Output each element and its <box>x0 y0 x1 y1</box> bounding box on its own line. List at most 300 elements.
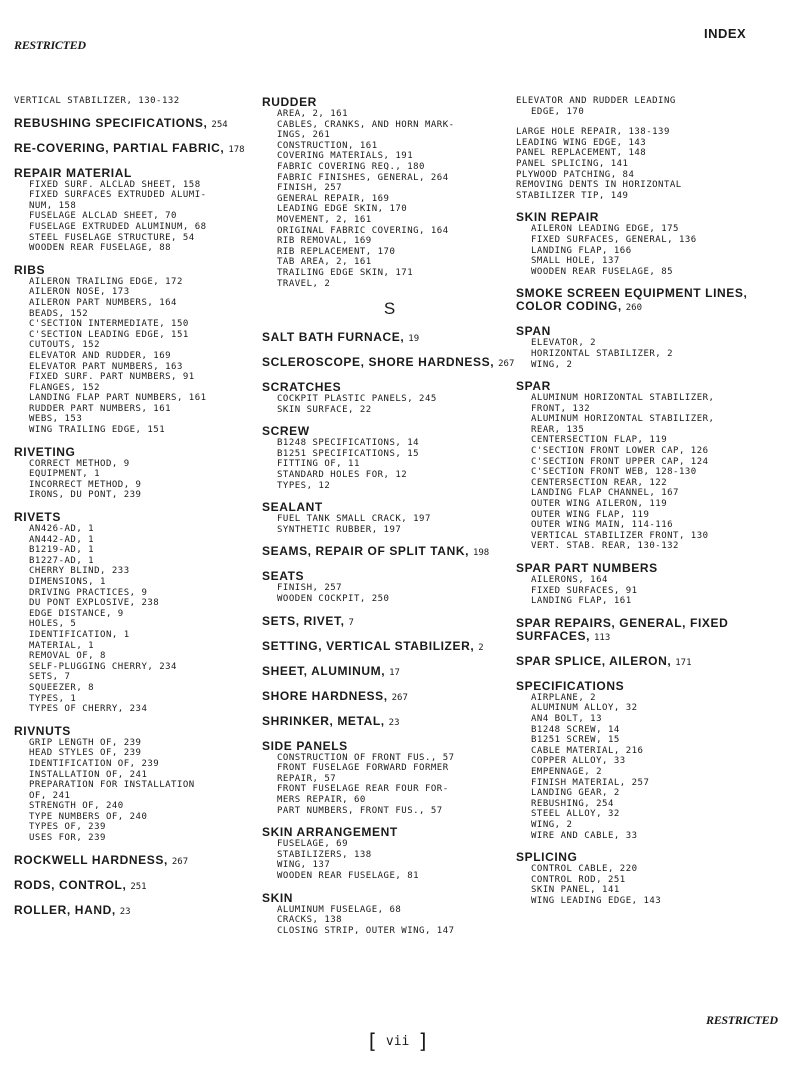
entry-heading-text-cont: COLOR CODING, <box>516 299 622 314</box>
index-entry <box>262 501 517 535</box>
subentry: COVERING MATERIALS, 191 <box>277 151 414 162</box>
subentry: TAB AREA, 2, 161 <box>277 257 372 268</box>
entry-heading-text: REBUSHING SPECIFICATIONS, <box>14 115 208 130</box>
entry-heading <box>14 904 250 919</box>
subentry-list <box>262 905 517 937</box>
entry-heading <box>14 511 250 524</box>
subentry: WING TRAILING EDGE, 151 <box>29 425 166 436</box>
subentry: RIB REMOVAL, 169 <box>277 236 372 247</box>
subentry: CENTERSECTION REAR, 122 <box>531 477 668 488</box>
subentry: PART NUMBERS, FRONT FUS., 57 <box>277 805 443 816</box>
entry-heading <box>14 264 250 277</box>
entry-heading-text: SCLEROSCOPE, SHORE HARDNESS, <box>262 355 495 370</box>
index-entry <box>262 96 517 289</box>
index-entry <box>516 617 796 645</box>
subentry: STABILIZERS, 138 <box>277 849 372 860</box>
subentry: AILERONS, 164 <box>531 575 608 585</box>
subentry: WIRE AND CABLE, 33 <box>531 830 638 841</box>
subentry: LANDING FLAP, 166 <box>531 245 632 256</box>
index-entry <box>516 680 796 841</box>
entry-heading <box>14 854 250 869</box>
entry-page-number: 267 <box>498 359 515 370</box>
subentry: EDGE, 170 <box>531 106 585 117</box>
subentry: IDENTIFICATION OF, 239 <box>29 758 160 769</box>
subentry: MATERIAL, 1 <box>29 640 95 651</box>
entry-heading <box>516 211 796 224</box>
subentry-list <box>262 839 517 881</box>
section-letter: S <box>383 299 396 319</box>
subentry: AN4 BOLT, 13 <box>531 713 603 724</box>
subentry: WOODEN COCKPIT, 250 <box>277 594 390 605</box>
subentry: AILERON LEADING EDGE, 175 <box>531 224 679 235</box>
entry-heading-text: RUDDER <box>262 95 317 109</box>
index-entry <box>516 851 796 906</box>
subentry: C'SECTION INTERMEDIATE, 150 <box>29 319 189 330</box>
entry-heading-text: SCRATCHES <box>262 380 342 395</box>
entry-heading-text: ROCKWELL HARDNESS, <box>14 852 168 867</box>
entry-heading-text-cont: SURFACES, <box>516 628 591 643</box>
entry-page-number: 267 <box>171 856 189 867</box>
subentry: FIXED SURFACES, GENERAL, 136 <box>531 234 697 245</box>
entry-heading-text: SMOKE SCREEN EQUIPMENT LINES, <box>516 286 748 301</box>
entry-heading <box>14 117 250 132</box>
subentry-list <box>516 393 796 552</box>
entry-heading <box>262 570 517 583</box>
subentry: SYNTHETIC RUBBER, 197 <box>277 524 402 535</box>
subentry: LEADING EDGE SKIN, 170 <box>277 204 408 215</box>
subentry: STABILIZER TIP, 149 <box>516 190 629 201</box>
entry-heading <box>516 325 796 338</box>
subentry-list <box>516 864 796 906</box>
index-entry <box>262 892 517 937</box>
page-title: INDEX <box>704 26 747 41</box>
subentry: DRIVING PRACTICES, 9 <box>29 587 148 598</box>
subentry: VERTICAL STABILIZER FRONT, 130 <box>531 530 709 541</box>
subentry: ALUMINUM HORIZONTAL STABILIZER, <box>531 393 715 404</box>
subentry: CONSTRUCTION, 161 <box>277 140 378 151</box>
entry-heading <box>262 331 517 346</box>
index-entry <box>14 117 250 132</box>
entry-heading <box>262 826 517 839</box>
index-entry <box>14 96 250 107</box>
subentry-list <box>262 753 517 817</box>
subentry: INCORRECT METHOD, 9 <box>29 479 142 490</box>
subentry: ALUMINUM HORIZONTAL STABILIZER, <box>531 414 715 425</box>
index-column-3 <box>516 96 796 916</box>
entry-page-number: 113 <box>594 632 611 643</box>
subentry: LANDING FLAP PART NUMBERS, 161 <box>29 393 207 404</box>
subentry: FITTING OF, 11 <box>277 459 360 470</box>
subentry: WING, 137 <box>277 860 331 871</box>
subentry: FUEL TANK SMALL CRACK, 197 <box>277 514 431 525</box>
subentry: ELEVATOR, 2 <box>531 338 597 349</box>
restricted-marking-top: RESTRICTED <box>14 38 86 52</box>
entry-heading <box>516 655 796 670</box>
subentry: TYPE NUMBERS OF, 240 <box>29 811 148 822</box>
page-number-text: vii <box>385 1034 410 1049</box>
entry-heading-text: LARGE HOLE REPAIR, 138-139 <box>516 127 670 138</box>
entry-heading-text: SETTING, VERTICAL STABILIZER, <box>262 638 475 653</box>
subentry: CENTERSECTION FLAP, 119 <box>531 435 668 446</box>
subentry-list <box>262 394 517 415</box>
entry-page-number: 267 <box>391 692 408 703</box>
entry-page-number: 171 <box>675 657 692 668</box>
subentry: GENERAL REPAIR, 169 <box>277 193 390 204</box>
entry-heading <box>262 740 517 753</box>
subentry: CRACKS, 138 <box>277 915 343 926</box>
subentry: B1248 SPECIFICATIONS, 14 <box>277 438 420 449</box>
subentry: CONTROL ROD, 251 <box>531 874 626 885</box>
subentry: REMOVAL OF, 8 <box>29 651 106 662</box>
index-entry <box>262 545 517 560</box>
subentry: OUTER WING AILERON, 119 <box>531 499 668 510</box>
entry-heading-text: SCREW <box>262 424 310 439</box>
entry-heading <box>516 127 796 138</box>
entry-heading <box>14 879 250 894</box>
subentry: SETS, 7 <box>29 672 71 683</box>
subentry: TYPES OF CHERRY, 234 <box>29 704 148 715</box>
subentry-list <box>262 438 517 491</box>
subentry: CONTROL CABLE, 220 <box>531 864 638 875</box>
entry-heading <box>262 690 517 705</box>
subentry: WOODEN REAR FUSELAGE, 88 <box>29 243 172 254</box>
index-entry <box>516 127 796 201</box>
subentry: CLOSING STRIP, OUTER WING, 147 <box>277 925 455 936</box>
entry-heading <box>516 680 796 693</box>
subentry: B1251 SCREW, 15 <box>531 735 620 746</box>
subentry: INGS, 261 <box>277 130 331 141</box>
index-entry <box>516 96 796 117</box>
entry-heading <box>262 715 517 730</box>
index-entry <box>262 570 517 604</box>
subentry: GRIP LENGTH OF, 239 <box>29 737 142 748</box>
subentry: CABLE MATERIAL, 216 <box>531 745 644 756</box>
entry-heading-text: SHRINKER, METAL, <box>262 713 385 728</box>
index-entry <box>516 325 796 370</box>
entry-heading-text: ROLLER, HAND, <box>14 902 116 917</box>
entry-heading-text: SPECIFICATIONS <box>516 678 625 693</box>
entry-heading-text: SHORE HARDNESS, <box>262 688 388 703</box>
index-entry <box>262 715 517 730</box>
subentry: FINISH, 257 <box>277 183 343 194</box>
entry-heading-text: SPAR PART NUMBERS <box>516 561 658 575</box>
index-entry <box>14 904 250 919</box>
entry-heading <box>14 446 250 459</box>
entry-heading-text: RE-COVERING, PARTIAL FABRIC, <box>14 140 225 155</box>
subentry-list <box>262 109 517 289</box>
subentry: WING, 2 <box>531 359 573 370</box>
index-entry <box>14 446 250 501</box>
subentry: AN426-AD, 1 <box>29 524 95 535</box>
folio-bracket-right: ] <box>417 1029 430 1053</box>
subentry: TYPES, 1 <box>29 693 77 704</box>
subentry: FABRIC COVERING REQ., 180 <box>277 161 425 172</box>
subentry: SELF-PLUGGING CHERRY, 234 <box>29 661 177 672</box>
entry-heading-text: SALT BATH FURNACE, <box>262 330 405 345</box>
subentry: CHERRY BLIND, 233 <box>29 566 130 577</box>
entry-page-number: 178 <box>228 144 245 155</box>
subentry: DU PONT EXPLOSIVE, 238 <box>29 598 160 609</box>
subentry: AILERON TRAILING EDGE, 172 <box>29 276 183 287</box>
subentry-list <box>14 738 250 844</box>
subentry: TRAILING EDGE SKIN, 171 <box>277 267 414 278</box>
subentry: COCKPIT PLASTIC PANELS, 245 <box>277 394 437 405</box>
subentry: ALUMINUM FUSELAGE, 68 <box>277 904 402 915</box>
entry-heading <box>262 615 517 630</box>
subentry: RUDDER PART NUMBERS, 161 <box>29 403 172 414</box>
subentry: ALUMINUM ALLOY, 32 <box>531 703 638 714</box>
page-number <box>366 1029 429 1053</box>
subentry: NUM, 158 <box>29 200 77 211</box>
entry-heading-text: RODS, CONTROL, <box>14 877 127 892</box>
entry-heading-text: SEAMS, REPAIR OF SPLIT TANK, <box>262 544 470 559</box>
index-entry <box>516 287 796 315</box>
index-entry <box>516 655 796 670</box>
subentry: LANDING FLAP, 161 <box>531 596 632 607</box>
subentry: WING, 2 <box>531 819 573 830</box>
subentry-list <box>516 575 796 607</box>
entry-heading <box>14 96 250 107</box>
entry-heading <box>262 425 517 438</box>
subentry: EDGE DISTANCE, 9 <box>29 608 124 619</box>
entry-heading <box>262 545 517 560</box>
entry-heading <box>516 96 796 107</box>
entry-heading-text: SETS, RIVET, <box>262 613 345 628</box>
subentry: VERT. STAB. REAR, 130-132 <box>531 541 679 552</box>
subentry: TYPES OF, 239 <box>29 822 106 833</box>
subentry-list <box>516 107 796 118</box>
subentry: C'SECTION LEADING EDGE, 151 <box>29 329 189 340</box>
subentry: EMPENNAGE, 2 <box>531 766 603 777</box>
subentry: MERS REPAIR, 60 <box>277 795 366 805</box>
entry-heading-text: SHEET, ALUMINUM, <box>262 663 386 678</box>
index-column-2-lower <box>262 331 517 936</box>
entry-page-number: 17 <box>389 667 400 678</box>
subentry: STEEL ALLOY, 32 <box>531 809 620 820</box>
subentry: FINISH, 257 <box>277 583 343 594</box>
subentry: FIXED SURF. PART NUMBERS, 91 <box>29 372 195 383</box>
subentry: CORRECT METHOD, 9 <box>29 458 130 469</box>
index-entry <box>14 167 250 254</box>
subentry: BEADS, 152 <box>29 308 89 319</box>
subentry: CUTOUTS, 152 <box>29 340 101 351</box>
subentry: COPPER ALLOY, 33 <box>531 756 626 767</box>
entry-heading-text: SPAR SPLICE, AILERON, <box>516 653 672 668</box>
index-entry <box>14 854 250 869</box>
subentry: USES FOR, 239 <box>29 833 106 844</box>
subentry: WING LEADING EDGE, 143 <box>531 895 662 906</box>
index-entry <box>262 381 517 415</box>
entry-heading-text: REPAIR MATERIAL <box>14 165 132 180</box>
subentry: HORIZONTAL STABILIZER, 2 <box>531 348 674 359</box>
subentry: AIRPLANE, 2 <box>531 692 597 703</box>
subentry: FABRIC FINISHES, GENERAL, 264 <box>277 172 449 183</box>
subentry: REMOVING DENTS IN HORIZONTAL <box>516 180 682 191</box>
subentry: B1219-AD, 1 <box>29 545 95 556</box>
subentry: WOODEN REAR FUSELAGE, 85 <box>531 266 674 277</box>
index-entry <box>14 879 250 894</box>
subentry: FINISH MATERIAL, 257 <box>531 777 650 788</box>
subentry-list <box>516 224 796 277</box>
subentry: FUSELAGE EXTRUDED ALUMINUM, 68 <box>29 221 207 232</box>
subentry: PREPARATION FOR INSTALLATION <box>29 780 195 791</box>
subentry: WOODEN REAR FUSELAGE, 81 <box>277 870 420 881</box>
subentry: AREA, 2, 161 <box>277 109 349 119</box>
entry-page-number: 2 <box>478 642 484 653</box>
entry-heading <box>262 356 517 371</box>
subentry-list <box>14 180 250 254</box>
subentry: FLANGES, 152 <box>29 382 101 393</box>
index-column-2-upper <box>262 96 517 289</box>
subentry: ELEVATOR AND RUDDER, 169 <box>29 350 172 361</box>
entry-heading-text: SKIN REPAIR <box>516 210 600 225</box>
entry-heading-text: RIVNUTS <box>14 723 71 738</box>
index-entry <box>14 725 250 844</box>
subentry: PANEL REPLACEMENT, 148 <box>516 148 647 159</box>
index-entry <box>262 425 517 491</box>
subentry: SQUEEZER, 8 <box>29 682 95 693</box>
index-entry <box>14 264 250 436</box>
entry-heading <box>262 640 517 655</box>
subentry: TRAVEL, 2 <box>277 278 331 289</box>
entry-page-number: 198 <box>472 548 490 559</box>
entry-heading <box>14 725 250 738</box>
subentry: B1227-AD, 1 <box>29 555 95 566</box>
subentry: CABLES, CRANKS, AND HORN MARK- <box>277 119 455 130</box>
subentry: TYPES, 12 <box>277 480 331 491</box>
subentry: MOVEMENT, 2, 161 <box>277 214 372 225</box>
subentry: HEAD STYLES OF, 239 <box>29 748 142 759</box>
subentry: SKIN PANEL, 141 <box>531 885 620 896</box>
entry-heading <box>262 892 517 905</box>
subentry: INSTALLATION OF, 241 <box>29 769 148 780</box>
subentry: AILERON NOSE, 173 <box>29 287 130 298</box>
entry-page-number: 254 <box>211 119 228 130</box>
entry-page-number: 19 <box>408 334 420 345</box>
subentry: FUSELAGE, 69 <box>277 839 349 850</box>
restricted-marking-bottom: RESTRICTED <box>706 1013 778 1027</box>
entry-heading-text: RIBS <box>14 262 46 277</box>
index-entry <box>262 356 517 371</box>
index-entry <box>14 511 250 715</box>
entry-heading <box>262 381 517 394</box>
subentry: LANDING FLAP CHANNEL, 167 <box>531 488 679 499</box>
entry-heading <box>516 287 796 315</box>
entry-heading-text: SKIN <box>262 890 294 905</box>
subentry-list <box>516 693 796 841</box>
subentry: SKIN SURFACE, 22 <box>277 404 372 415</box>
subentry: C'SECTION FRONT LOWER CAP, 126 <box>531 446 709 457</box>
entry-heading <box>262 665 517 680</box>
subentry: IRONS, DU PONT, 239 <box>29 490 142 501</box>
index-entry <box>14 142 250 157</box>
subentry: HOLES, 5 <box>29 619 77 630</box>
entry-heading <box>14 142 250 157</box>
subentry: AILERON PART NUMBERS, 164 <box>29 297 177 308</box>
index-column-1 <box>14 96 250 929</box>
subentry: ELEVATOR PART NUMBERS, 163 <box>29 361 183 372</box>
subentry-list <box>14 277 250 436</box>
subentry: OUTER WING MAIN, 114-116 <box>531 520 674 531</box>
entry-heading-text: SIDE PANELS <box>262 738 348 753</box>
subentry-list <box>14 524 250 715</box>
subentry: PANEL SPLICING, 141 <box>516 158 629 169</box>
entry-heading-text: VERTICAL STABILIZER, 130-132 <box>14 96 180 106</box>
index-entry <box>262 740 517 817</box>
subentry: C'SECTION FRONT WEB, 128-130 <box>531 467 697 478</box>
entry-page-number: 251 <box>130 881 147 892</box>
subentry: REBUSHING, 254 <box>531 798 614 809</box>
folio-bracket-left: [ <box>366 1029 379 1053</box>
subentry-list <box>516 338 796 370</box>
index-entry <box>516 562 796 607</box>
subentry: OUTER WING FLAP, 119 <box>531 509 650 520</box>
subentry: STRENGTH OF, 240 <box>29 801 124 812</box>
subentry: DIMENSIONS, 1 <box>29 577 106 587</box>
entry-heading-text: SPAR <box>516 379 551 394</box>
entry-page-number: 7 <box>348 617 354 628</box>
subentry: FRONT, 132 <box>531 403 591 414</box>
index-entry <box>516 380 796 552</box>
subentry: WEBS, 153 <box>29 414 83 425</box>
subentry: FRONT FUSELAGE FORWARD FORMER <box>277 763 449 774</box>
subentry: OF, 241 <box>29 790 71 801</box>
subentry-list <box>262 514 517 535</box>
entry-heading-text: SPAR REPAIRS, GENERAL, FIXED <box>516 615 729 630</box>
entry-heading-text: SKIN ARRANGEMENT <box>262 825 398 840</box>
index-entry <box>262 826 517 881</box>
subentry: LANDING GEAR, 2 <box>531 788 620 799</box>
subentry: SMALL HOLE, 137 <box>531 256 620 267</box>
subentry-list <box>14 459 250 501</box>
index-column-2 <box>262 96 517 946</box>
subentry: STANDARD HOLES FOR, 12 <box>277 470 408 481</box>
subentry: B1251 SPECIFICATIONS, 15 <box>277 448 420 459</box>
entry-heading <box>516 562 796 575</box>
entry-page-number: 23 <box>388 717 400 728</box>
subentry: FIXED SURF. ALCLAD SHEET, 158 <box>29 179 201 190</box>
index-entry <box>262 615 517 630</box>
subentry: LEADING WING EDGE, 143 <box>516 137 647 148</box>
entry-heading-text: SEATS <box>262 569 305 584</box>
index-entry <box>262 690 517 705</box>
subentry: FIXED SURFACES, 91 <box>531 585 638 596</box>
subentry: IDENTIFICATION, 1 <box>29 629 130 640</box>
subentry: FRONT FUSELAGE REAR FOUR FOR- <box>277 784 449 795</box>
entry-heading <box>262 96 517 109</box>
entry-page-number: 23 <box>119 906 131 917</box>
entry-heading-text: SPLICING <box>516 850 578 865</box>
subentry: B1248 SCREW, 14 <box>531 724 620 735</box>
subentry: C'SECTION FRONT UPPER CAP, 124 <box>531 456 709 467</box>
index-entry <box>516 211 796 277</box>
subentry-list <box>262 583 517 604</box>
subentry: FIXED SURFACES EXTRUDED ALUMI- <box>29 190 207 201</box>
subentry: ORIGINAL FABRIC COVERING, 164 <box>277 225 449 236</box>
entry-heading-text: RIVETS <box>14 510 61 525</box>
subentry: STEEL FUSELAGE STRUCTURE, 54 <box>29 232 195 243</box>
subentry: FUSELAGE ALCLAD SHEET, 70 <box>29 211 177 222</box>
index-entry <box>262 665 517 680</box>
entry-heading-text: SEALANT <box>262 500 323 515</box>
entry-page-number: 260 <box>625 303 643 314</box>
entry-heading <box>516 380 796 393</box>
entry-heading-text: RIVETING <box>14 444 76 459</box>
index-entry <box>262 640 517 655</box>
index-entry <box>262 331 517 346</box>
entry-heading <box>14 167 250 180</box>
subentry: AN442-AD, 1 <box>29 534 95 545</box>
